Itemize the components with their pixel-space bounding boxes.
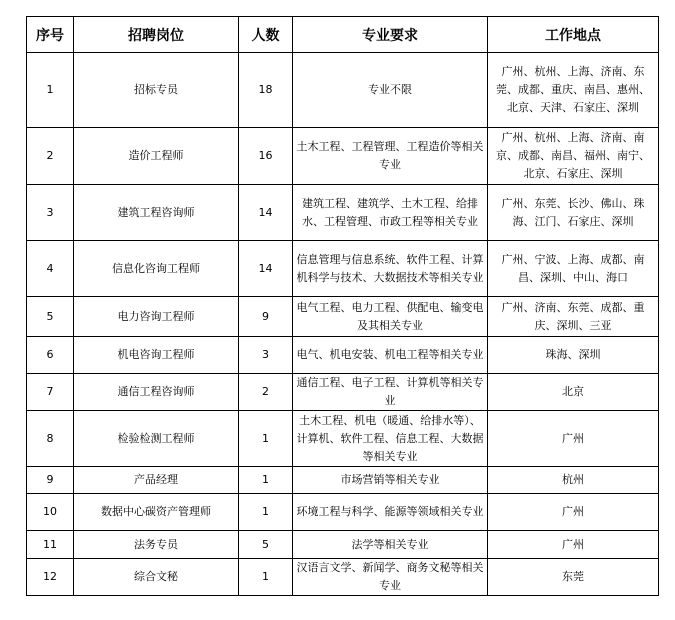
row-count: 14 — [239, 185, 293, 241]
table-row — [27, 337, 659, 374]
row-position: 招标专员 — [74, 53, 239, 128]
row-count: 3 — [239, 337, 293, 374]
row-position: 建筑工程咨询师 — [74, 185, 239, 241]
row-position: 检验检测工程师 — [74, 411, 239, 467]
recruitment-table — [26, 16, 659, 596]
row-location: 珠海、深圳 — [488, 337, 659, 374]
row-location: 广州 — [488, 411, 659, 467]
header-row — [27, 17, 659, 53]
row-index: 6 — [27, 337, 74, 374]
row-index: 4 — [27, 241, 74, 297]
header-major: 专业要求 — [293, 17, 488, 53]
row-count: 14 — [239, 241, 293, 297]
row-position: 造价工程师 — [74, 128, 239, 185]
table-row — [27, 241, 659, 297]
row-count: 1 — [239, 467, 293, 494]
table-row — [27, 128, 659, 185]
row-index: 1 — [27, 53, 74, 128]
table-row — [27, 411, 659, 467]
row-count: 9 — [239, 297, 293, 337]
row-major: 土木工程、机电（暖通、给排水等）、计算机、软件工程、信息工程、大数据等相关专业 — [293, 411, 488, 467]
row-major: 环境工程与科学、能源等领域相关专业 — [293, 494, 488, 531]
table-body — [27, 53, 659, 596]
row-location: 广州 — [488, 531, 659, 559]
row-position: 法务专员 — [74, 531, 239, 559]
row-major: 通信工程、电子工程、计算机等相关专业 — [293, 374, 488, 411]
table-row — [27, 467, 659, 494]
row-position: 综合文秘 — [74, 559, 239, 596]
row-major: 建筑工程、建筑学、土木工程、给排水、工程管理、市政工程等相关专业 — [293, 185, 488, 241]
row-location: 东莞 — [488, 559, 659, 596]
row-position: 产品经理 — [74, 467, 239, 494]
row-location: 广州、东莞、长沙、佛山、珠海、江门、石家庄、深圳 — [488, 185, 659, 241]
row-location: 杭州 — [488, 467, 659, 494]
row-position: 信息化咨询工程师 — [74, 241, 239, 297]
row-count: 18 — [239, 53, 293, 128]
row-major: 土木工程、工程管理、工程造价等相关专业 — [293, 128, 488, 185]
table-row — [27, 53, 659, 128]
table-row — [27, 374, 659, 411]
row-index: 7 — [27, 374, 74, 411]
row-major: 法学等相关专业 — [293, 531, 488, 559]
table-row — [27, 531, 659, 559]
row-location: 广州、济南、东莞、成都、重庆、深圳、三亚 — [488, 297, 659, 337]
header-location: 工作地点 — [488, 17, 659, 53]
row-index: 11 — [27, 531, 74, 559]
row-count: 1 — [239, 494, 293, 531]
row-count: 1 — [239, 559, 293, 596]
row-index: 10 — [27, 494, 74, 531]
row-index: 9 — [27, 467, 74, 494]
row-count: 2 — [239, 374, 293, 411]
header-index: 序号 — [27, 17, 74, 53]
row-position: 电力咨询工程师 — [74, 297, 239, 337]
row-location: 广州、杭州、上海、济南、南京、成都、南昌、福州、南宁、北京、石家庄、深圳 — [488, 128, 659, 185]
row-count: 16 — [239, 128, 293, 185]
table-row — [27, 185, 659, 241]
row-position: 数据中心碳资产管理师 — [74, 494, 239, 531]
row-location: 广州、宁波、上海、成都、南昌、深圳、中山、海口 — [488, 241, 659, 297]
header-count: 人数 — [239, 17, 293, 53]
row-location: 北京 — [488, 374, 659, 411]
row-location: 广州、杭州、上海、济南、东莞、成都、重庆、南昌、惠州、北京、天津、石家庄、深圳 — [488, 53, 659, 128]
row-major: 市场营销等相关专业 — [293, 467, 488, 494]
header-position: 招聘岗位 — [74, 17, 239, 53]
row-major: 电气工程、电力工程、供配电、输变电及其相关专业 — [293, 297, 488, 337]
row-major: 电气、机电安装、机电工程等相关专业 — [293, 337, 488, 374]
row-count: 5 — [239, 531, 293, 559]
row-major: 专业不限 — [293, 53, 488, 128]
row-index: 12 — [27, 559, 74, 596]
row-count: 1 — [239, 411, 293, 467]
row-position: 通信工程咨询师 — [74, 374, 239, 411]
row-major: 汉语言文学、新闻学、商务文秘等相关专业 — [293, 559, 488, 596]
row-position: 机电咨询工程师 — [74, 337, 239, 374]
row-index: 8 — [27, 411, 74, 467]
table-row — [27, 494, 659, 531]
table-row — [27, 559, 659, 596]
table-header — [27, 17, 659, 53]
row-location: 广州 — [488, 494, 659, 531]
row-major: 信息管理与信息系统、软件工程、计算机科学与技术、大数据技术等相关专业 — [293, 241, 488, 297]
row-index: 3 — [27, 185, 74, 241]
row-index: 2 — [27, 128, 74, 185]
table-row — [27, 297, 659, 337]
row-index: 5 — [27, 297, 74, 337]
